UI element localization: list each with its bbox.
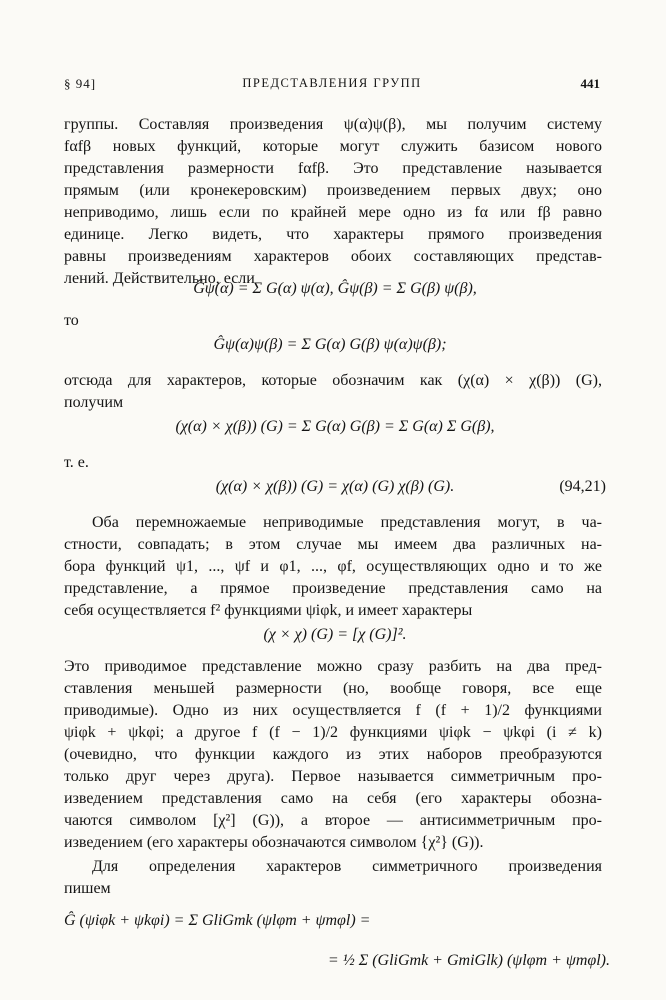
running-title: ПРЕДСТАВЛЕНИЯ ГРУПП bbox=[242, 76, 422, 90]
equation: Ĝ (ψiφk + ψkφi) = Σ GliGmk (ψlφm + ψmφl) = bbox=[64, 912, 371, 929]
text-line: изведением представления само на себя (его характеры обозна- bbox=[64, 790, 602, 807]
page-header bbox=[64, 76, 600, 96]
text-line: Это приводимое представление можно сразу разбить на два пред- bbox=[64, 658, 602, 675]
text-line: неприводимо, лишь если по крайней мере одно из fα или fβ равно bbox=[64, 204, 602, 221]
equation: (χ × χ) (G) = [χ (G)]². bbox=[263, 626, 407, 643]
equation: (χ(α) × χ(β)) (G) = χ(α) (G) χ(β) (G). bbox=[215, 478, 455, 495]
text-line: единице. Легко видеть, что характеры прямого произведения bbox=[64, 226, 602, 243]
text-line: Для определения характеров симметричного произведения bbox=[92, 858, 602, 875]
text-line: только друг через друга). Первое называется симметричным про- bbox=[64, 768, 602, 785]
text-line: изведением (его характеры обозначаются символом {χ²} (G)). bbox=[64, 834, 484, 851]
text-line: равны произведениям характеров обоих составляющих представ- bbox=[64, 248, 602, 265]
text-line: Оба перемножаемые неприводимые представления могут, в ча- bbox=[92, 514, 602, 531]
equation: (χ(α) × χ(β)) (G) = Σ G(α) G(β) = Σ G(α) Σ G(β), bbox=[175, 418, 495, 435]
text-line: себя осуществляется f² функциями ψiφk, и имеет характеры bbox=[64, 602, 473, 619]
equation: Ĝψ(α)ψ(β) = Σ G(α) G(β) ψ(α)ψ(β); bbox=[213, 336, 447, 353]
text-line: представления размерности fαfβ. Это представление называется bbox=[64, 160, 602, 177]
text-line: отсюда для характеров, которые обозначим как (χ(α) × χ(β)) (G), bbox=[64, 372, 602, 389]
text-line: ψiφk + ψkφi; а другое f (f − 1)/2 функциями ψiφk − ψkφi (i ≠ k) bbox=[64, 724, 602, 741]
text-line: прямым (или кронекеровским) произведением первых двух; оно bbox=[64, 182, 602, 199]
text-word: то bbox=[64, 312, 79, 329]
page-number: 441 bbox=[580, 76, 600, 91]
text-line: группы. Составляя произведения ψ(α)ψ(β), мы получим систему bbox=[64, 116, 602, 133]
section-number: § 94] bbox=[64, 76, 97, 91]
text-line: приводимые). Одно из них осуществляется f (f + 1)/2 функциями bbox=[64, 702, 602, 719]
text-line: ставления меньшей размерности (но, вообще говоря, все еще bbox=[64, 680, 602, 697]
text-line: получим bbox=[64, 394, 124, 411]
equation: = ½ Σ (GliGmk + GmiGlk) (ψlφm + ψmφl). bbox=[327, 952, 610, 969]
text-line: бора функций ψ1, ..., ψf и φ1, ..., φf, осуществляющих одно и то же bbox=[64, 558, 602, 575]
text-line: пишем bbox=[64, 880, 111, 897]
text-line: лений. Действительно, если bbox=[64, 270, 255, 287]
equation: Ĝψ(α) = Σ G(α) ψ(α), Ĝψ(β) = Σ G(β) ψ(β), bbox=[193, 280, 477, 297]
equation-number: (94,21) bbox=[559, 478, 606, 495]
text-word: т. е. bbox=[64, 454, 89, 471]
text-line: представление, а прямое произведение представления само на bbox=[64, 580, 602, 597]
text-line: чаются символом [χ²] (G)), а второе — антисимметричным про- bbox=[64, 812, 602, 829]
text-line: fαfβ новых функций, которые могут служить базисом нового bbox=[64, 138, 602, 155]
text-line: стности, совпадать; в этом случае мы имеем два различных на- bbox=[64, 536, 602, 553]
text-line: (очевидно, что функции каждого из этих наборов преобразуются bbox=[64, 746, 602, 763]
